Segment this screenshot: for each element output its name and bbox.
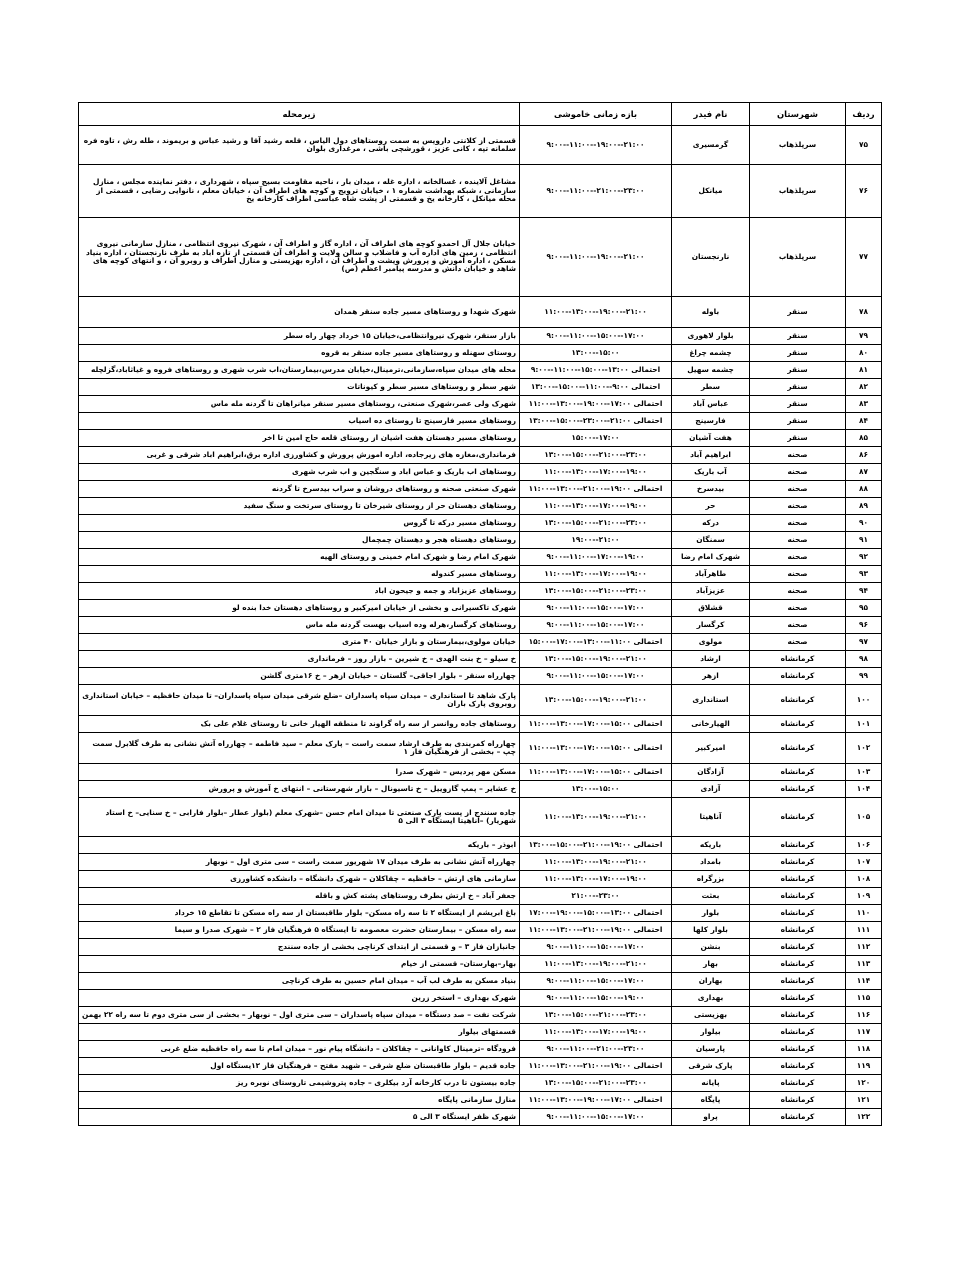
cell-outage-time: ۱۷:۰۰--۱۵:۰۰--۱۱:۰۰--۹:۰۰ [520,939,672,956]
cell-county: سنقر [750,379,846,396]
cell-feeder: بلوار [672,905,750,922]
cell-outage-time: ۱۷:۰۰--۱۵:۰۰ [520,430,672,447]
cell-area: ابوذر – باریکه [79,837,520,854]
table-row [79,464,882,481]
table-row [79,922,882,939]
cell-area: جاده سنندج از پست پارک صنعتی تا میدان امام حسن –شهرک معلم (بلوار عطار –بلوار فارابی – خ سنایی– خ استاد شهریار) –آناهیتا ایستگاه ۳ الی ۵ [79,798,520,837]
cell-feeder: بامداد [672,854,750,871]
cell-feeder: بعثت [672,888,750,905]
table-row [79,362,882,379]
cell-area: روستاهای دهستاه هجر و دهستان چمچمال [79,532,520,549]
table-row [79,165,882,218]
cell-county: سنقر [750,328,846,345]
cell-outage-time: ۲۱:۰۰--۱۹:۰۰--۱۳:۰۰--۱۱:۰۰ [520,297,672,328]
cell-feeder: بلوار لاهوری [672,328,750,345]
cell-area: شهرک شهدا و روستاهای مسیر جاده سنقر همدان [79,297,520,328]
cell-area: محله های میدان سپاه،سازمانی،ترمینال،خیابان مدرس،بیمارستان،اب شرب شهری و روستاهای فروه و غیاثاباد،گزلچله [79,362,520,379]
cell-area: جعفر آباد – خ ارتش بطرف روستاهای پشته کش و باقله [79,888,520,905]
cell-feeder: قشلاق [672,600,750,617]
cell-feeder: پراو [672,1109,750,1126]
cell-row-number: ۷۹ [846,328,882,345]
table-row [79,990,882,1007]
cell-county: صحنه [750,447,846,464]
cell-row-number: ۷۶ [846,165,882,218]
table-row [79,685,882,716]
cell-outage-time: احتمالی ۱۹:۰۰--۲۱:۰۰--۱۵:۰۰--۱۳:۰۰ [520,837,672,854]
table-row [79,1092,882,1109]
cell-area: روستاهای دهستان حر از روستای شیرخان تا روستای سرتخت و سنگ سفید [79,498,520,515]
cell-feeder: سطر [672,379,750,396]
cell-county: کرمانشاه [750,716,846,733]
cell-row-number: ۷۸ [846,297,882,328]
cell-row-number: ۱۱۹ [846,1058,882,1075]
cell-outage-time: ۲۱:۰۰--۱۹:۰۰ [520,532,672,549]
cell-county: کرمانشاه [750,685,846,716]
cell-outage-time: ۱۹:۰۰--۱۷:۰۰--۱۳:۰۰--۱۱:۰۰ [520,498,672,515]
table-row [79,1007,882,1024]
cell-outage-time: احتمالی ۹:۰۰--۱۱:۰۰--۱۵:۰۰--۱۳:۰۰ [520,379,672,396]
cell-area: روستاهای مسیر درکه تا گروس [79,515,520,532]
cell-feeder: عباس آباد [672,396,750,413]
cell-feeder: بهداری [672,990,750,1007]
cell-county: کرمانشاه [750,956,846,973]
cell-area: بهار–بهارستان– قسمتی از خیام [79,956,520,973]
cell-county: کرمانشاه [750,871,846,888]
cell-row-number: ۱۰۴ [846,781,882,798]
cell-feeder: بیدسرخ [672,481,750,498]
cell-feeder: هفت آشیان [672,430,750,447]
cell-area: خیابان مولوی،بیمارستان و بازار خیابان ۴۰ متری [79,634,520,651]
cell-area: روستاهای عزیزاباد و جمه و جیحون اباد [79,583,520,600]
cell-row-number: ۱۱۷ [846,1024,882,1041]
cell-area: خ سیلو – خ بنت الهدی – خ شیرین – بازار روز – فرمانداری [79,651,520,668]
cell-row-number: ۱۱۲ [846,939,882,956]
cell-feeder: بهار [672,956,750,973]
table-row [79,413,882,430]
cell-row-number: ۱۰۷ [846,854,882,871]
table-row [79,888,882,905]
cell-county: کرمانشاه [750,837,846,854]
cell-area: روستاهای مسیر دهستان هفت اشیان از روستای قلعه حاج امین تا اخر [79,430,520,447]
cell-outage-time: ۱۹:۰۰--۱۷:۰۰--۱۳:۰۰--۱۱:۰۰ [520,1024,672,1041]
cell-area: بنیاد مسکن به طرف لب آب – میدان امام حسین به طرف کرناچی [79,973,520,990]
cell-feeder: باوله [672,297,750,328]
cell-county: کرمانشاه [750,1058,846,1075]
table-row [79,668,882,685]
column-header-outage-time: بازه زمانی خاموشی [520,103,672,126]
table-row [79,716,882,733]
cell-feeder: چشمه چراغ [672,345,750,362]
cell-area: روستاهای جاده روانسر از سه راه گراوند تا منطقه الهیار خانی تا روستای غلام علی بک [79,716,520,733]
cell-outage-time: ۱۹:۰۰--۱۷:۰۰--۱۳:۰۰--۱۱:۰۰ [520,871,672,888]
cell-feeder: پارسیان [672,1041,750,1058]
cell-outage-time: ۱۷:۰۰--۱۵:۰۰--۱۱:۰۰--۹:۰۰ [520,617,672,634]
cell-feeder: استانداری [672,685,750,716]
cell-feeder: عزیزآباد [672,583,750,600]
cell-area: قسمتهای بیلوار [79,1024,520,1041]
table-row [79,549,882,566]
table-row [79,1109,882,1126]
cell-county: سنقر [750,396,846,413]
cell-row-number: ۸۳ [846,396,882,413]
cell-feeder: ازهر [672,668,750,685]
table-row [79,218,882,297]
table-row [79,905,882,922]
cell-county: سنقر [750,430,846,447]
cell-feeder: پارک شرقی [672,1058,750,1075]
cell-area: مسکن مهر پردیس – شهرک صدرا [79,764,520,781]
cell-outage-time: احتمالی ۱۳:۰۰--۱۵:۰۰--۱۹:۰۰--۱۷:۰۰ [520,905,672,922]
table-row [79,939,882,956]
cell-outage-time: ۱۷:۰۰--۱۵:۰۰--۱۱:۰۰--۹:۰۰ [520,328,672,345]
cell-area: جاده بیستون تا درب کارخانه آرد بیکلری – جاده پتروشیمی تاروستای نوبره ریز [79,1075,520,1092]
table-row [79,515,882,532]
cell-row-number: ۹۲ [846,549,882,566]
cell-county: کرمانشاه [750,888,846,905]
cell-row-number: ۱۱۸ [846,1041,882,1058]
table-row [79,871,882,888]
cell-feeder: بهاران [672,973,750,990]
cell-feeder: آزادگان [672,764,750,781]
cell-outage-time: ۲۳:۰۰--۲۱:۰۰--۱۵:۰۰--۱۳:۰۰ [520,1007,672,1024]
table-row [79,837,882,854]
cell-county: صحنه [750,600,846,617]
cell-county: سنقر [750,362,846,379]
cell-county: کرمانشاه [750,1007,846,1024]
table-row [79,481,882,498]
cell-outage-time: احتمالی ۱۳:۰۰--۱۵:۰۰--۱۱:۰۰--۹:۰۰ [520,362,672,379]
cell-area: خ عشایر – پمپ گازوییل – خ تاسیونال – بازار شهرستانی – انتهای خ آموزش و پرورش [79,781,520,798]
cell-county: سرپلذهاب [750,126,846,165]
cell-county: سرپلذهاب [750,165,846,218]
cell-county: کرمانشاه [750,798,846,837]
table-row [79,532,882,549]
cell-outage-time: احتمالی ۱۵:۰۰--۱۷:۰۰--۱۳:۰۰--۱۱:۰۰ [520,733,672,764]
column-header-row-number: ردیف [846,103,882,126]
table-body [79,126,882,1126]
cell-county: کرمانشاه [750,922,846,939]
cell-outage-time: احتمالی ۱۹:۰۰--۲۱:۰۰--۱۳:۰۰--۱۱:۰۰ [520,481,672,498]
cell-outage-time: احتمالی ۲۱:۰۰--۲۳:۰۰--۱۵:۰۰--۱۳:۰۰ [520,413,672,430]
table-row [79,328,882,345]
column-header-county: شهرستان [750,103,846,126]
table-row [79,634,882,651]
cell-outage-time: احتمالی ۱۷:۰۰--۱۹:۰۰--۱۳:۰۰--۱۱:۰۰ [520,396,672,413]
cell-area: منازل سازمانی پایگاه [79,1092,520,1109]
cell-county: صحنه [750,464,846,481]
cell-outage-time: ۱۷:۰۰--۱۵:۰۰--۱۱:۰۰--۹:۰۰ [520,668,672,685]
cell-row-number: ۱۱۴ [846,973,882,990]
cell-area: شهرک بهداری – استخر زرین [79,990,520,1007]
cell-row-number: ۱۰۱ [846,716,882,733]
cell-row-number: ۹۰ [846,515,882,532]
cell-outage-time: ۲۱:۰۰--۱۹:۰۰--۱۱:۰۰--۹:۰۰ [520,218,672,297]
table-row [79,617,882,634]
cell-county: کرمانشاه [750,1092,846,1109]
cell-county: صحنه [750,481,846,498]
table-row [79,973,882,990]
table-row [79,733,882,764]
table-row [79,447,882,464]
cell-row-number: ۸۱ [846,362,882,379]
table-header-row [79,103,882,126]
cell-outage-time: ۲۳:۰۰--۲۱:۰۰--۱۵:۰۰--۱۳:۰۰ [520,583,672,600]
cell-outage-time: ۲۳:۰۰--۲۱:۰۰--۱۱:۰۰--۹:۰۰ [520,165,672,218]
cell-feeder: سمنگان [672,532,750,549]
cell-area: شهرک ظفر ایستگاه ۳ الی ۵ [79,1109,520,1126]
cell-feeder: میانکل [672,165,750,218]
cell-county: صحنه [750,617,846,634]
cell-outage-time: ۲۱:۰۰--۱۹:۰۰--۱۳:۰۰--۱۱:۰۰ [520,956,672,973]
table-row [79,126,882,165]
cell-row-number: ۸۵ [846,430,882,447]
cell-feeder: بزرگراه [672,871,750,888]
cell-area: چهارراه کمربندی به طرف ارشاد سمت راست – پارک معلم – سید فاطمه – چهارراه آتش نشانی به طرف گلابرل سمت چپ – بخشی از فرهنگیان فاز ۱ [79,733,520,764]
table-row [79,1075,882,1092]
cell-row-number: ۹۶ [846,617,882,634]
cell-row-number: ۷۵ [846,126,882,165]
cell-feeder: پایانه [672,1075,750,1092]
table-row [79,583,882,600]
cell-feeder: ابراهیم آباد [672,447,750,464]
cell-feeder: بیلوار [672,1024,750,1041]
cell-row-number: ۱۰۳ [846,764,882,781]
cell-row-number: ۹۵ [846,600,882,617]
cell-outage-time: احتمالی ۱۹:۰۰--۲۱:۰۰--۱۳:۰۰--۱۱:۰۰ [520,1058,672,1075]
cell-feeder: بهزیستی [672,1007,750,1024]
cell-feeder: امیرکبیر [672,733,750,764]
cell-row-number: ۱۰۲ [846,733,882,764]
cell-row-number: ۱۰۸ [846,871,882,888]
table-row [79,781,882,798]
cell-area: روستاهای مسیر فارسینج تا روستای ده اسیاب [79,413,520,430]
table-row [79,430,882,447]
cell-row-number: ۸۹ [846,498,882,515]
cell-area: شهرک ولی عصر،شهرک صنعتی، روستاهای مسیر سنقر میانراهان تا گردنه مله ماس [79,396,520,413]
cell-county: صحنه [750,583,846,600]
cell-outage-time: ۲۱:۰۰--۱۹:۰۰--۱۵:۰۰--۱۳:۰۰ [520,651,672,668]
cell-row-number: ۱۱۰ [846,905,882,922]
table-row [79,600,882,617]
cell-county: سنقر [750,345,846,362]
cell-area: پارک شاهد تا استانداری – میدان سپاه پاسداران –ضلع شرقی میدان سپاه پاسداران– تا میدان حافظیه – خیابان استانداری روبروی پارک باران [79,685,520,716]
cell-area: چهارراه سنقر – بلوار اجاقی– گلستان – خیابان ازهر – خ ۱۶متری گلشن [79,668,520,685]
table-row [79,1058,882,1075]
cell-outage-time: ۲۱:۰۰--۱۹:۰۰--۱۵:۰۰--۱۳:۰۰ [520,685,672,716]
cell-row-number: ۷۷ [846,218,882,297]
cell-area: جاده قدیم – بلوار طاقبستان ضلع شرقی – شهید مفتح – فرهنگیان فاز ۱۲یستگاه اول [79,1058,520,1075]
cell-area: روستاهای اب باریک و عباس اباد و سنگجین و اب شرب شهری [79,464,520,481]
cell-area: سازمانی های ارتش – حافظیه – چقاکلان – شهرک دانشگاه – دانشکده کشاورزی [79,871,520,888]
cell-county: صحنه [750,515,846,532]
cell-outage-time: ۱۵:۰۰--۱۳:۰۰ [520,781,672,798]
cell-row-number: ۸۲ [846,379,882,396]
cell-row-number: ۸۷ [846,464,882,481]
cell-outage-time: ۱۹:۰۰--۱۵:۰۰--۱۱:۰۰--۹:۰۰ [520,990,672,1007]
cell-area: چهارراه آتش نشانی به طرف میدان ۱۷ شهریور سمت راست – سی متری اول – نوبهار [79,854,520,871]
cell-row-number: ۸۰ [846,345,882,362]
table-row [79,345,882,362]
outage-schedule-sheet [78,102,882,1126]
cell-area: خیابان جلال آل احمدو کوچه های اطراف آن ، اداره گاز و اطراف آن ، شهرک نیروی انتظامی ، منازل سازمانی نیروی انتظامی ، زمین های اداره آب و فاضلاب و سالن ولایت و اطراف آن قسمتی از تازه اباد به طرف نارنجستان ، اداره بنیاد مسکن ، اداره آموزش و پرورش وپشت و اطراف آن ، اداره بهزیستی و منازل اطراف و روبرو آن ، و انتهای کوچه های شاهد و خیابان دانش و مدرسه پیامبر اعظم (ص) [79,218,520,297]
table-row [79,379,882,396]
cell-area: فرودگاه –ترمینال کاوانانی – چقاکلان – دانشگاه پیام نور – میدان امام تا سه راه حافظیه ضلع غربی [79,1041,520,1058]
cell-county: کرمانشاه [750,733,846,764]
table-row [79,798,882,837]
cell-row-number: ۹۷ [846,634,882,651]
table-row [79,1041,882,1058]
cell-row-number: ۱۰۵ [846,798,882,837]
cell-feeder: چشمه سهیل [672,362,750,379]
cell-feeder: طاهرآباد [672,566,750,583]
cell-feeder: الهیارخانی [672,716,750,733]
cell-county: سرپلذهاب [750,218,846,297]
cell-feeder: بنشن [672,939,750,956]
cell-row-number: ۱۱۶ [846,1007,882,1024]
table-row [79,651,882,668]
cell-area: قسمتی از کلانتی داروپس به سمت روستاهای دول الیاس ، قلعه رشید آقا و رشید عباس و بریموند ، طله رش ، تاوه فره سلمانه تپه ، کانی عزیز ، قورشچی باشی ، مرغداری بلوان [79,126,520,165]
cell-feeder: باریکه [672,837,750,854]
column-header-feeder: نام فیدر [672,103,750,126]
cell-outage-time: ۲۳:۰۰--۲۱:۰۰--۱۵:۰۰--۱۳:۰۰ [520,447,672,464]
cell-outage-time: ۱۷:۰۰--۱۵:۰۰--۱۱:۰۰--۹:۰۰ [520,600,672,617]
table-row [79,956,882,973]
column-header-area: زیرمحله [79,103,520,126]
cell-feeder: نارنجستان [672,218,750,297]
table-row [79,396,882,413]
cell-county: کرمانشاه [750,1041,846,1058]
cell-feeder: کرگسار [672,617,750,634]
table-row [79,498,882,515]
table-row [79,566,882,583]
cell-feeder: آزادی [672,781,750,798]
cell-row-number: ۹۸ [846,651,882,668]
cell-area: جانبازان فاز ۳ – و قسمتی از ابتدای کرناچی بخشی از جاده سنندج [79,939,520,956]
cell-area: روستاهای مسیر کندوله [79,566,520,583]
cell-outage-time: ۱۷:۰۰--۱۵:۰۰--۱۱:۰۰--۹:۰۰ [520,973,672,990]
cell-row-number: ۱۲۱ [846,1092,882,1109]
cell-feeder: فارسینج [672,413,750,430]
table-row [79,854,882,871]
cell-outage-time: احتمالی ۱۹:۰۰--۲۱:۰۰--۱۳:۰۰--۱۱:۰۰ [520,922,672,939]
cell-feeder: حر [672,498,750,515]
cell-row-number: ۹۹ [846,668,882,685]
cell-outage-time: ۲۳:۰۰--۲۱:۰۰--۱۵:۰۰--۱۳:۰۰ [520,515,672,532]
cell-area: بازار سنقر، شهرک نیروانتظامی،خیابان ۱۵ خرداد چهار راه سطر [79,328,520,345]
cell-outage-time: ۲۱:۰۰--۱۹:۰۰--۱۳:۰۰--۱۱:۰۰ [520,854,672,871]
cell-feeder: آب باریک [672,464,750,481]
cell-row-number: ۹۴ [846,583,882,600]
cell-county: صحنه [750,566,846,583]
cell-county: کرمانشاه [750,1075,846,1092]
cell-county: کرمانشاه [750,973,846,990]
cell-area: شهرک صنعتی صحنه و روستاهای دروشان و سراب بیدسرخ تا گردنه [79,481,520,498]
cell-outage-time: ۱۹:۰۰--۱۷:۰۰--۱۱:۰۰--۹:۰۰ [520,549,672,566]
cell-row-number: ۱۱۳ [846,956,882,973]
cell-outage-time: احتمالی ۱۷:۰۰--۱۹:۰۰--۱۳:۰۰--۱۱:۰۰ [520,1092,672,1109]
table-row [79,297,882,328]
cell-area: شهرک امام رضا و شهرک امام خمینی و روستای الهیه [79,549,520,566]
cell-row-number: ۱۲۲ [846,1109,882,1126]
cell-county: کرمانشاه [750,668,846,685]
cell-outage-time: احتمالی ۱۱:۰۰--۱۳:۰۰--۱۷:۰۰--۱۵:۰۰ [520,634,672,651]
cell-area: شهر سطر و روستاهای مسیر سطر و کیوناتات [79,379,520,396]
cell-outage-time: ۲۳:۰۰--۲۱:۰۰ [520,888,672,905]
cell-county: صحنه [750,634,846,651]
cell-row-number: ۸۸ [846,481,882,498]
cell-feeder: پایگاه [672,1092,750,1109]
cell-outage-time: ۱۹:۰۰--۱۷:۰۰--۱۳:۰۰--۱۱:۰۰ [520,464,672,481]
cell-county: کرمانشاه [750,1024,846,1041]
cell-row-number: ۱۲۰ [846,1075,882,1092]
cell-outage-time: ۲۳:۰۰--۲۱:۰۰--۱۵:۰۰--۱۳:۰۰ [520,1075,672,1092]
cell-feeder: درکه [672,515,750,532]
cell-county: کرمانشاه [750,1109,846,1126]
cell-row-number: ۹۳ [846,566,882,583]
cell-outage-time: ۱۷:۰۰--۱۵:۰۰--۱۱:۰۰--۹:۰۰ [520,1109,672,1126]
cell-area: سه راه مسکن – بیمارستان حضرت معصومه تا ایستگاه ۵ فرهنگیان فاز ۲ – شهرک صدرا و سیما [79,922,520,939]
cell-area: مشاغل آلاینده ، غسالخانه ، اداره غله ، میدان بار ، ناحیه مقاومت بسیج سپاه ، شهرداری ، دفتر نماینده مجلس ، منازل سازمانی ، شبکه بهداشت شماره ۱ ، خیابان ترویج و کوچه های اطراف آن ، خیابان معلم ، نانوایی رضایی ، قسمتی از محله میانکل ، کارخانه یخ و قسمتی از پشت شاه عباسی اطراف کارخانه یخ [79,165,520,218]
cell-county: کرمانشاه [750,854,846,871]
cell-feeder: آناهیتا [672,798,750,837]
cell-area: باغ ابریشم از ایستگاه ۲ تا سه راه مسکن– بلوار طاقبستان از سه راه مسکن تا تقاطع ۱۵ خرداد [79,905,520,922]
cell-outage-time: ۱۵:۰۰--۱۳:۰۰ [520,345,672,362]
cell-county: صحنه [750,549,846,566]
cell-county: صحنه [750,532,846,549]
cell-county: کرمانشاه [750,764,846,781]
cell-county: کرمانشاه [750,990,846,1007]
cell-county: سنقر [750,413,846,430]
cell-county: صحنه [750,498,846,515]
cell-area: فرمانداری،مغازه های زیرجاده، اداره اموزش پرورش و کشاورزی اداره برق،ابراهیم اباد شرقی و غربی [79,447,520,464]
cell-feeder: گرمسیری [672,126,750,165]
cell-county: کرمانشاه [750,905,846,922]
cell-row-number: ۸۴ [846,413,882,430]
cell-feeder: مولوی [672,634,750,651]
cell-row-number: ۱۰۰ [846,685,882,716]
cell-area: شهرک تاکسیرانی و بخشی از خیابان امیرکبیر و روستاهای دهستان خدا بنده لو [79,600,520,617]
cell-area: روستاهای کرگسار،هرله وده اسیاب بهست گردنه مله ماس [79,617,520,634]
cell-feeder: بلوار کلها [672,922,750,939]
cell-row-number: ۱۰۶ [846,837,882,854]
cell-outage-time: احتمالی ۱۵:۰۰--۱۷:۰۰--۱۳:۰۰--۱۱:۰۰ [520,764,672,781]
cell-county: سنقر [750,297,846,328]
cell-area: روستای سهنله و روستاهای مسیر جاده سنقر به قروه [79,345,520,362]
cell-outage-time: ۲۱:۰۰--۱۹:۰۰--۱۱:۰۰--۹:۰۰ [520,126,672,165]
cell-area: شرکت نفت – صد دستگاه – میدان سپاه پاسداران – سی متری اول – نوبهار – بخشی از سی متری دوم تا سه راه ۲۲ بهمن [79,1007,520,1024]
cell-outage-time: ۲۱:۰۰--۱۹:۰۰--۱۳:۰۰--۱۱:۰۰ [520,798,672,837]
cell-row-number: ۸۶ [846,447,882,464]
cell-row-number: ۱۱۵ [846,990,882,1007]
table-row [79,764,882,781]
cell-outage-time: احتمالی ۱۵:۰۰--۱۷:۰۰--۱۳:۰۰--۱۱:۰۰ [520,716,672,733]
table-row [79,1024,882,1041]
cell-county: کرمانشاه [750,939,846,956]
cell-outage-time: ۲۳:۰۰--۲۱:۰۰--۱۱:۰۰--۹:۰۰ [520,1041,672,1058]
cell-county: کرمانشاه [750,781,846,798]
cell-feeder: ارشاد [672,651,750,668]
cell-feeder: شهرک امام رضا [672,549,750,566]
cell-row-number: ۱۰۹ [846,888,882,905]
cell-row-number: ۱۱۱ [846,922,882,939]
outage-schedule-table [78,102,882,1126]
cell-row-number: ۹۱ [846,532,882,549]
cell-outage-time: ۱۹:۰۰--۱۷:۰۰--۱۳:۰۰--۱۱:۰۰ [520,566,672,583]
cell-county: کرمانشاه [750,651,846,668]
